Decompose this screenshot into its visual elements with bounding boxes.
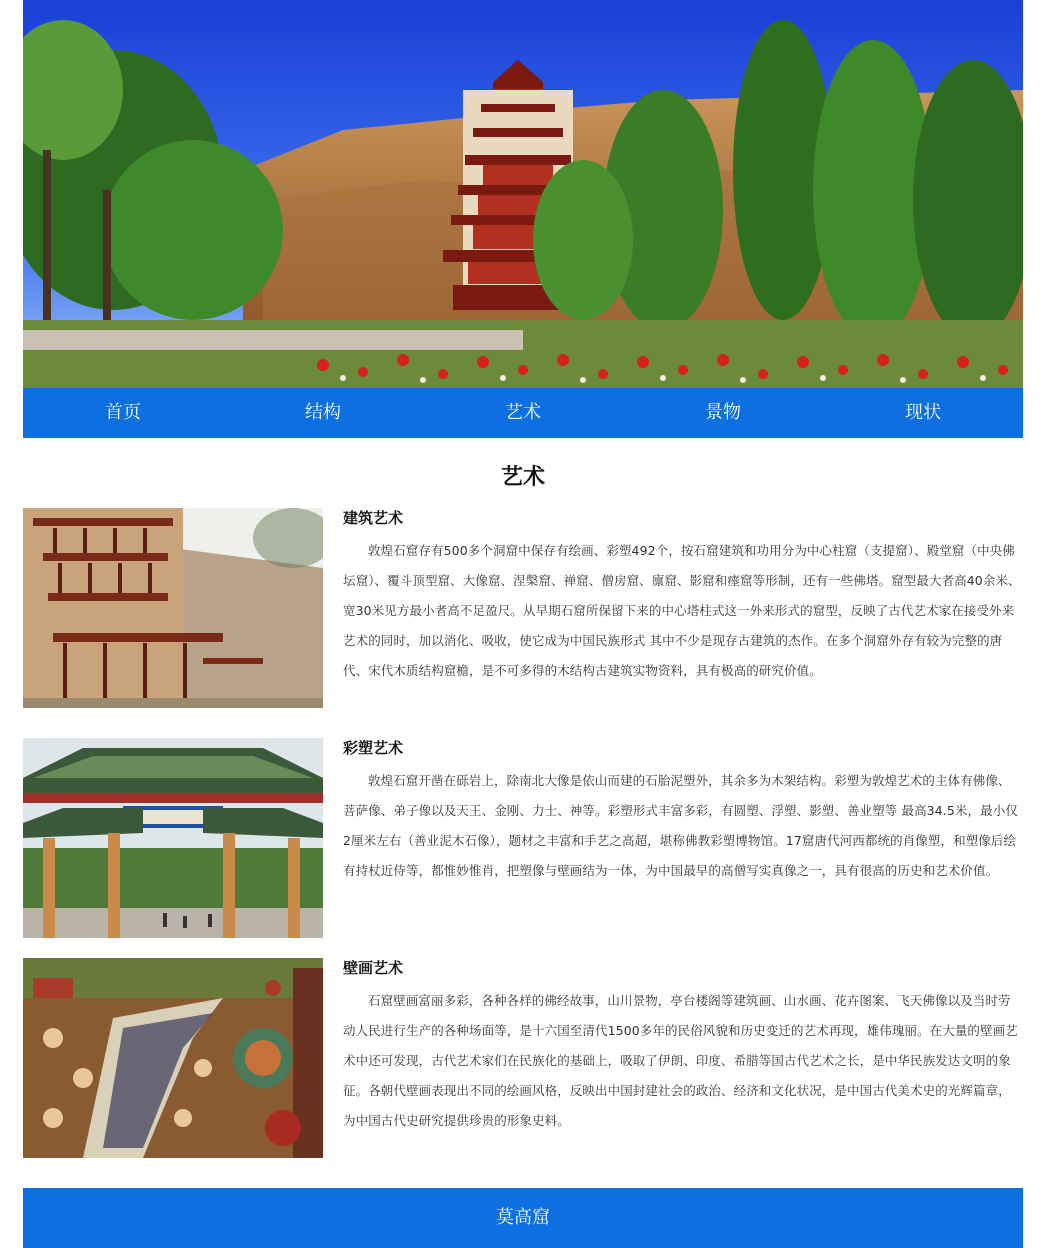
article-title: 壁画艺术 <box>343 959 404 977</box>
sculpture-image <box>23 738 323 938</box>
nav-item-scenery[interactable]: 景物 <box>705 402 741 423</box>
page-title: 艺术 <box>500 465 545 490</box>
nav-item-status[interactable]: 现状 <box>905 402 941 423</box>
nav-item-art[interactable]: 艺术 <box>505 402 541 423</box>
mural-image <box>23 958 323 1158</box>
article-body: 敦煌石窟存有500多个洞窟中保存有绘画、彩塑492个，按石窟建筑和功用分为中心柱窟（支提窟）、殿堂窟（中央佛坛窟）、覆斗顶型窟、大像窟、涅槃窟、禅窟、僧房窟、廪窟、影窟和瘗窟等形制，还有一些佛塔。窟型最大者高40余米、宽30米见方最小者高不足盈尺。从早期石窟所保留下来的中心塔柱式这一外来形式的窟型，反映了古代艺术家在接受外来艺术的同时，加以消化、吸收，使它成为中国民族形式 其中不少是现存古建筑的杰作。在多个洞窟外存有较为完整的唐代、宋代木质结构窟檐，是不可多得的木结构古建筑实物资料，具有极高的研究价值。 <box>343 543 1021 678</box>
nav-item-structure[interactable]: 结构 <box>305 402 341 423</box>
article-title: 建筑艺术 <box>343 509 404 527</box>
footer-bar: 莫高窟 <box>23 1188 1023 1248</box>
nav-item-home[interactable]: 首页 <box>105 402 141 423</box>
hero-banner-image <box>23 0 1023 388</box>
page-container <box>23 0 1023 1228</box>
article-title: 彩塑艺术 <box>343 739 404 757</box>
article-body: 敦煌石窟开凿在砾岩上，除南北大像是依山而建的石胎泥塑外，其余多为木架结构。彩塑为敦煌艺术的主体有佛像、菩萨像、弟子像以及天王、金刚、力士、神等。彩塑形式丰富多彩，有圆塑、浮塑、影塑、善业塑等 最高34.5米，最小仅2厘米左右（善业泥木石像），题材之丰富和手艺之高超，堪称佛教彩塑博物馆。17窟唐代河西都统的肖像塑，和塑像后绘有持杖近侍等，都惟妙惟肖，把塑像与壁画结为一体，为中国最早的高僧写实真像之一，具有很高的历史和艺术价值。 <box>343 773 1018 878</box>
main-nav <box>23 388 1023 438</box>
architecture-image <box>23 508 323 708</box>
article-body: 石窟壁画富丽多彩，各种各样的佛经故事，山川景物，亭台楼阁等建筑画、山水画、花卉图案、飞天佛像以及当时劳动人民进行生产的各种场面等，是十六国至清代1500多年的民俗风貌和历史变迁的艺术再现，雄伟瑰丽。在大量的壁画艺术中还可发现，古代艺术家们在民族化的基础上，吸取了伊朗、印度、希腊等国古代艺术之长，是中华民族发达文明的象征。各朝代壁画表现出不同的绘画风格，反映出中国封建社会的政治、经济和文化状况，是中国古代美术史的光辉篇章，为中国古代史研究提供珍贵的形象史料。 <box>343 993 1018 1128</box>
